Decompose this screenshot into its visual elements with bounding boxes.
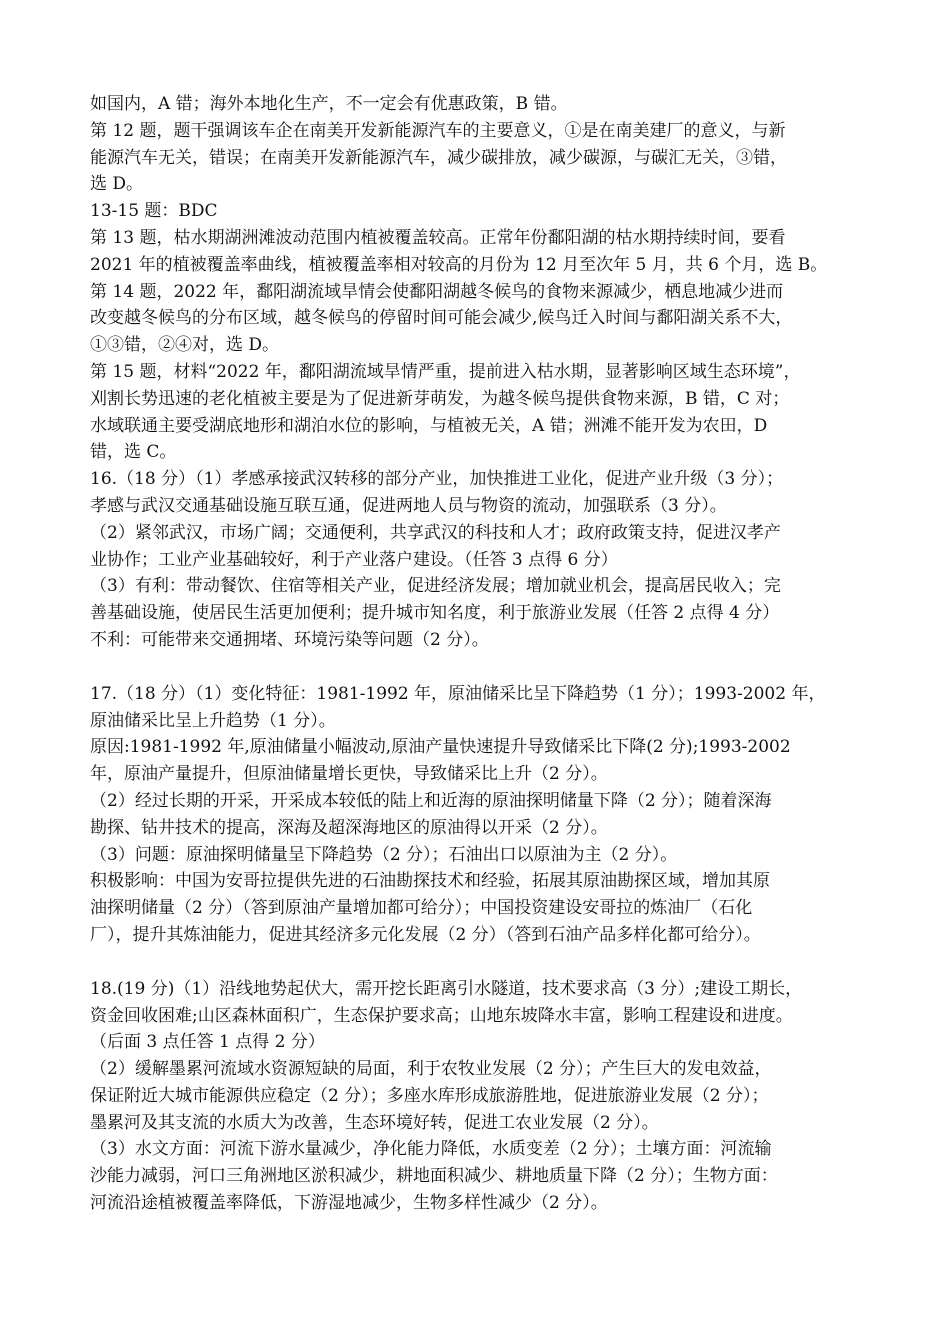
- text-line: 保证附近大城市能源供应稳定（2 分）；多座水库形成旅游胜地，促进旅游业发展（2 分）；: [90, 1085, 769, 1106]
- text-line: 河流沿途植被覆盖率降低，下游湿地减少，生物多样性减少（2 分）。: [90, 1193, 608, 1214]
- text-line: （3）问题：原油探明储量呈下降趋势（2 分）；石油出口以原油为主（2 分）。: [90, 844, 678, 865]
- text-line: ①③错，②④对，选 D。: [90, 335, 280, 356]
- paragraph-p-q17-2: [90, 788, 880, 842]
- text-line: 17.（18 分）（1）变化特征：1981-1992 年，原油储采比呈下降趋势（1 分）；1993-2002 年，: [90, 683, 826, 704]
- paragraph-p-a: [90, 91, 880, 118]
- paragraph-p-q16-2: [90, 520, 880, 574]
- text-line: 错，选 C。: [90, 442, 177, 463]
- text-line: 勘探、钻井技术的提高，深海及超深海地区的原油得以开采（2 分）。: [90, 817, 608, 838]
- paragraph-p-q18-1: [90, 976, 880, 1056]
- text-line: 沙能力减弱，河口三角洲地区淤积减少，耕地面积减少、耕地质量下降（2 分）；生物方面：: [90, 1166, 778, 1187]
- answer-document: [90, 91, 880, 1217]
- paragraph-p-q18-3: [90, 1136, 880, 1216]
- text-line: （2）紧邻武汉，市场广阔；交通便利，共享武汉的科技和人才；政府政策支持，促进汉孝产: [90, 522, 781, 543]
- text-line: （后面 3 点任答 1 点得 2 分）: [90, 1032, 325, 1053]
- paragraph-p-q16-3: [90, 573, 880, 653]
- text-line: 第 13 题，枯水期湖洲滩波动范围内植被覆盖较高。正常年份鄱阳湖的枯水期持续时间，要看: [90, 227, 786, 248]
- text-line: （2）缓解墨累河流域水资源短缺的局面，利于农牧业发展（2 分）；产生巨大的发电效益，: [90, 1059, 772, 1080]
- paragraph-p-q15: [90, 359, 880, 466]
- paragraph-p-q17-3: [90, 842, 880, 869]
- text-line: 积极影响：中国为安哥拉提供先进的石油勘探技术和经验，拓展其原油勘探区域，增加其原: [90, 871, 770, 892]
- text-line: 油探明储量（2 分）（答到原油产量增加都可给分）；中国投资建设安哥拉的炼油厂（石化: [90, 898, 753, 919]
- paragraph-p-q13: [90, 225, 880, 279]
- text-line: 原因:1981-1992 年,原油储量小幅波动,原油产量快速提升导致储采比下降(2 分);1993-2002: [90, 737, 791, 758]
- text-line: 善基础设施，使居民生活更加便利；提升城市知名度，利于旅游业发展（任答 2 点得 4 分）: [90, 603, 780, 624]
- paragraph-p-q17-impact: [90, 868, 880, 948]
- text-line: （2）经过长期的开采，开采成本较低的陆上和近海的原油探明储量下降（2 分）；随着深海: [90, 790, 772, 811]
- paragraph-gap: [90, 949, 880, 976]
- text-line: 业协作；工业产业基础较好，利于产业落户建设。（任答 3 点得 6 分）: [90, 549, 618, 570]
- text-line: 13-15 题：BDC: [90, 201, 218, 222]
- paragraph-gap: [90, 654, 880, 681]
- paragraph-p-q16-1: [90, 466, 880, 520]
- text-line: （3）有利：带动餐饮、住宿等相关产业，促进经济发展；增加就业机会，提高居民收入；完: [90, 576, 781, 597]
- text-line: 刈割长势迅速的老化植被主要是为了促进新芽萌发，为越冬候鸟提供食物来源，B 错，C 对；: [90, 388, 790, 409]
- text-line: 能源汽车无关，错误；在南美开发新能源汽车，减少碳排放，减少碳源，与碳汇无关，③错，: [90, 147, 787, 168]
- text-line: 改变越冬候鸟的分布区域，越冬候鸟的停留时间可能会减少,候鸟迁入时间与鄱阳湖关系不大，: [90, 308, 793, 329]
- text-line: 第 12 题，题干强调该车企在南美开发新能源汽车的主要意义，①是在南美建厂的意义，与新: [90, 120, 786, 141]
- paragraph-p-q13-15: [90, 198, 880, 225]
- text-line: 选 D。: [90, 174, 144, 195]
- text-line: 资金回收困难;山区森林面积广，生态保护要求高；山地东坡降水丰富，影响工程建设和进度。: [90, 1005, 793, 1026]
- text-line: 不利：可能带来交通拥堵、环境污染等问题（2 分）。: [90, 629, 489, 650]
- text-line: 18.(19 分)（1）沿线地势起伏大，需开挖长距离引水隧道，技术要求高（3 分）;建设工期长，: [90, 978, 803, 999]
- text-line: 第 14 题，2022 年，鄱阳湖流域旱情会使鄱阳湖越冬候鸟的食物来源减少，栖息地减少进而: [90, 281, 784, 302]
- paragraph-p-q17-1: [90, 681, 880, 735]
- paragraph-p-q17-reason: [90, 734, 880, 788]
- text-line: 16.（18 分）（1）孝感承接武汉转移的部分产业，加快推进工业化，促进产业升级（3 分）；: [90, 469, 784, 490]
- paragraph-p-q14: [90, 279, 880, 359]
- text-line: 水域联通主要受湖底地形和湖泊水位的影响，与植被无关，A 错；洲滩不能开发为农田，D: [90, 415, 768, 436]
- text-line: 第 15 题，材料“2022 年，鄱阳湖流域旱情严重，提前进入枯水期，显著影响区域生态环境”，: [90, 361, 801, 382]
- text-line: 年，原油产量提升，但原油储量增长更快，导致储采比上升（2 分）。: [90, 764, 608, 785]
- text-line: 原油储采比呈上升趋势（1 分）。: [90, 710, 336, 731]
- text-line: （3）水文方面：河流下游水量减少，净化能力降低，水质变差（2 分）；土壤方面：河流输: [90, 1139, 772, 1160]
- text-line: 墨累河及其支流的水质大为改善，生态环境好转，促进工农业发展（2 分）。: [90, 1112, 659, 1133]
- paragraph-p-q12: [90, 118, 880, 198]
- text-line: 2021 年的植被覆盖率曲线，植被覆盖率相对较高的月份为 12 月至次年 5 月，共 6 个月，选 B。: [90, 254, 828, 275]
- text-line: 如国内，A 错；海外本地化生产，不一定会有优惠政策，B 错。: [90, 94, 568, 114]
- text-line: 孝感与武汉交通基础设施互联互通，促进两地人员与物资的流动，加强联系（3 分）。: [90, 495, 727, 516]
- text-line: 厂），提升其炼油能力，促进其经济多元化发展（2 分）（答到石油产品多样化都可给分）。: [90, 924, 761, 945]
- paragraph-p-q18-2: [90, 1056, 880, 1136]
